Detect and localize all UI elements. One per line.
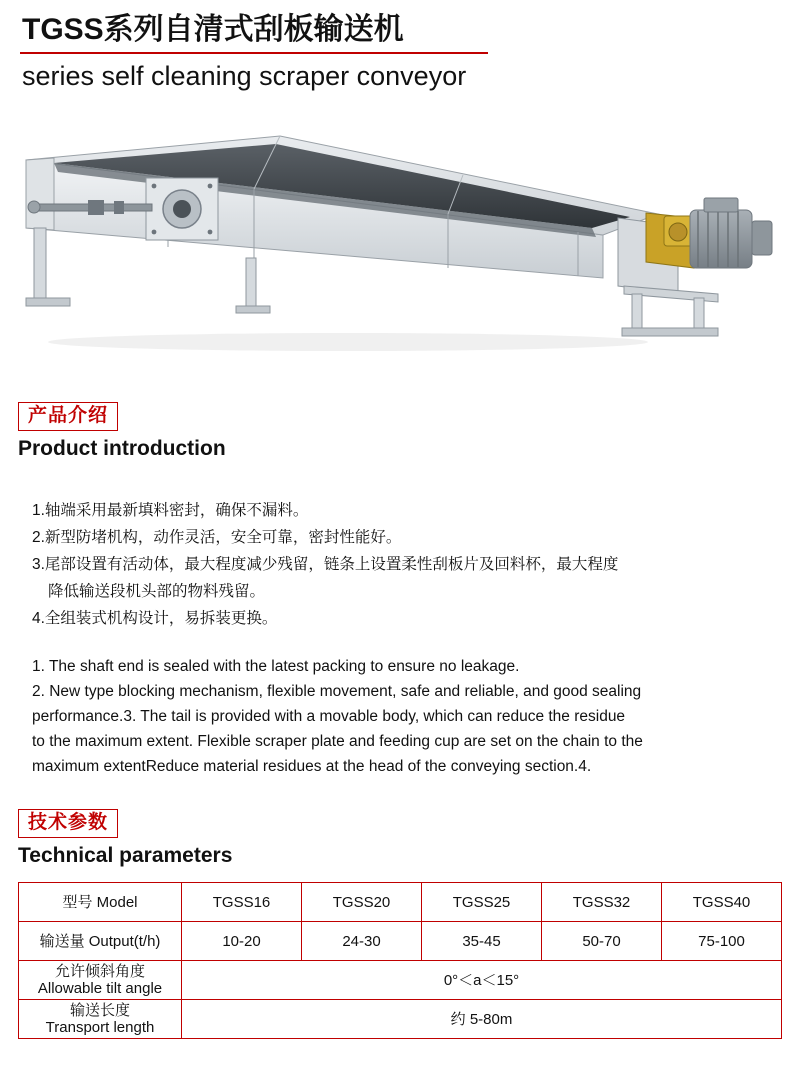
row-label-output: 输送量 Output(t/h) bbox=[19, 922, 182, 961]
row-label-line-cn: 输送长度 bbox=[69, 1002, 130, 1019]
intro-cn-item: 降低输送段机头部的物料残留。 bbox=[48, 583, 266, 600]
intro-cn-item: 4.全组装式机构设计，易拆装更换。 bbox=[32, 610, 278, 627]
table-cell: 24-30 bbox=[302, 922, 422, 961]
intro-badge-cn: 产品介绍 bbox=[18, 402, 118, 431]
title-divider bbox=[20, 52, 488, 54]
intro-heading-en: Product introduction bbox=[18, 437, 226, 460]
technical-parameters-table bbox=[18, 882, 782, 1039]
table-cell: TGSS25 bbox=[422, 883, 542, 922]
product-image bbox=[18, 118, 782, 368]
row-label-line-cn: 允许倾斜角度 bbox=[54, 963, 145, 980]
intro-en-line: to the maximum extent. Flexible scraper plate and feeding cup are set on the chain to the bbox=[32, 733, 643, 750]
intro-cn-item: 1.轴端采用最新填料密封，确保不漏料。 bbox=[32, 502, 309, 519]
row-label-transport-length bbox=[19, 1000, 182, 1039]
intro-list-cn bbox=[18, 497, 782, 632]
table-cell: TGSS40 bbox=[662, 883, 782, 922]
technical-parameters-section bbox=[18, 809, 782, 1039]
product-introduction-section bbox=[18, 402, 782, 779]
intro-paragraph-en bbox=[18, 654, 782, 779]
page-header bbox=[18, 0, 782, 92]
table-cell: 75-100 bbox=[662, 922, 782, 961]
table-cell: TGSS20 bbox=[302, 883, 422, 922]
intro-en-line: maximum extentReduce material residues at the head of the conveying section.4. bbox=[32, 758, 592, 775]
tech-heading-en: Technical parameters bbox=[18, 844, 233, 867]
intro-cn-item: 3.尾部设置有活动体，最大程度减少残留，链条上设置柔性刮板片及回料杯，最大程度 bbox=[32, 556, 619, 573]
table-row bbox=[19, 922, 782, 961]
table-cell-merged: 0°＜a＜15° bbox=[182, 961, 782, 1000]
row-label-model: 型号 Model bbox=[19, 883, 182, 922]
table-row bbox=[19, 1000, 782, 1039]
table-cell-merged: 约 5-80m bbox=[182, 1000, 782, 1039]
row-label-line-en: Transport length bbox=[45, 1019, 155, 1036]
tech-badge-cn: 技术参数 bbox=[18, 809, 118, 838]
intro-en-line: 2. New type blocking mechanism, flexible movement, safe and reliable, and good sealing bbox=[32, 683, 642, 700]
scraper-conveyor-illustration bbox=[18, 118, 782, 368]
table-cell: TGSS32 bbox=[542, 883, 662, 922]
intro-cn-item: 2.新型防堵机构，动作灵活，安全可靠，密封性能好。 bbox=[32, 529, 402, 546]
table-row bbox=[19, 883, 782, 922]
row-label-tilt-angle bbox=[19, 961, 182, 1000]
table-cell: 50-70 bbox=[542, 922, 662, 961]
intro-en-line: performance.3. The tail is provided with a movable body, which can reduce the residue bbox=[32, 708, 626, 725]
table-cell: 10-20 bbox=[182, 922, 302, 961]
table-cell: TGSS16 bbox=[182, 883, 302, 922]
page-title-en: series self cleaning scraper conveyor bbox=[22, 61, 467, 91]
table-cell: 35-45 bbox=[422, 922, 542, 961]
row-label-line-en: Allowable tilt angle bbox=[37, 980, 163, 997]
page-title-cn: TGSS系列自清式刮板输送机 bbox=[22, 13, 404, 46]
table-row bbox=[19, 961, 782, 1000]
intro-en-line: 1. The shaft end is sealed with the latest packing to ensure no leakage. bbox=[32, 658, 520, 675]
